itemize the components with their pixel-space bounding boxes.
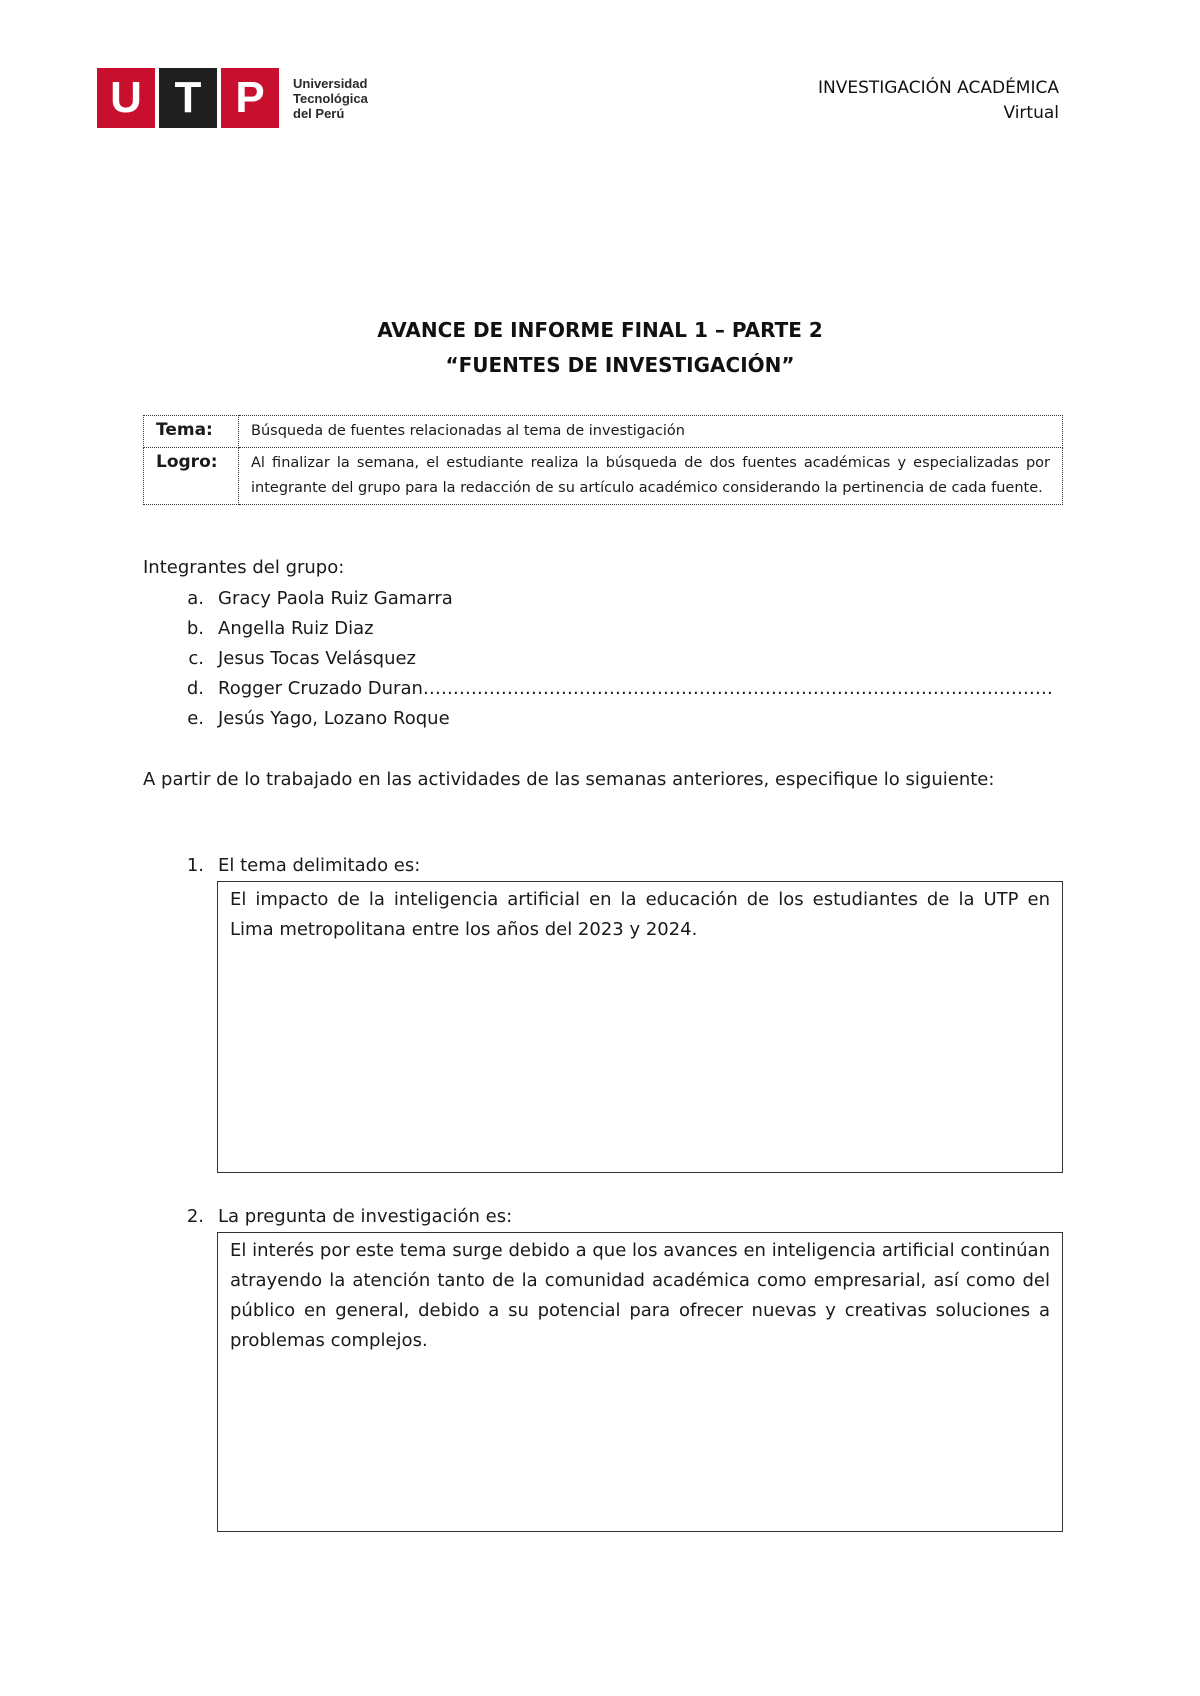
document-title: AVANCE DE INFORME FINAL 1 – PARTE 2	[377, 318, 823, 342]
logo-letter-p: P	[221, 68, 279, 128]
list-marker: c.	[188, 648, 204, 669]
logo-mark	[97, 68, 283, 128]
instructions-paragraph: A partir de lo trabajado en las actividades de las semanas anteriores, especifique lo siguiente:	[143, 769, 995, 790]
member-name: Gracy Paola Ruiz Gamarra	[218, 588, 453, 609]
list-item	[143, 644, 1053, 674]
question-1	[143, 855, 420, 876]
member-name: Jesus Tocas Velásquez	[218, 648, 416, 669]
document-subtitle: “FUENTES DE INVESTIGACIÓN”	[445, 353, 795, 377]
course-name: INVESTIGACIÓN ACADÉMICA	[817, 78, 1059, 98]
logo-text-line: Universidad	[293, 75, 368, 91]
answer-box-2[interactable]: El interés por este tema surge debido a que los avances en inteligencia artificial continúan atrayendo la atención tanto de la comunidad académica como empresarial, así como del público en general, debido a su potencial para ofrecer nuevas y creativas soluciones a problemas complejos.	[217, 1232, 1063, 1532]
list-marker: e.	[187, 708, 204, 729]
list-item	[143, 614, 1053, 644]
info-table	[143, 415, 1063, 505]
question-number: 2.	[186, 1206, 204, 1227]
question-label: La pregunta de investigación es:	[218, 1206, 513, 1227]
list-marker: b.	[186, 618, 204, 639]
logro-value: Al finalizar la semana, el estudiante realiza la búsqueda de dos fuentes académicas y especializadas por integrante del grupo para la redacción de su artículo académico considerando la pertinencia de cada fuente.	[239, 448, 1063, 505]
header-course-info	[818, 76, 1059, 126]
question-label: El tema delimitado es:	[218, 855, 421, 876]
member-name: Jesús Yago, Lozano Roque	[218, 708, 450, 729]
logo-letter-u: U	[97, 68, 155, 128]
list-item	[143, 674, 1053, 704]
member-name: Angella Ruiz Diaz	[218, 618, 374, 639]
members-heading: Integrantes del grupo:	[143, 557, 345, 578]
list-marker: a.	[187, 588, 204, 609]
member-name: Rogger Cruzado Duran……………………………………………………………………………………………	[218, 678, 1053, 699]
question-2	[143, 1206, 512, 1227]
members-list	[143, 584, 1053, 734]
answer-box-1[interactable]: El impacto de la inteligencia artificial en la educación de los estudiantes de la UTP en Lima metropolitana entre los años del 2023 y 2024.	[217, 881, 1063, 1173]
logo-letter-t: T	[159, 68, 217, 128]
logro-label: Logro:	[144, 448, 239, 505]
logo-text-line: Tecnológica	[293, 90, 368, 106]
utp-logo	[97, 68, 368, 128]
question-number: 1.	[186, 855, 204, 876]
tema-value: Búsqueda de fuentes relacionadas al tema de investigación	[239, 416, 1063, 448]
list-marker: d.	[186, 678, 204, 699]
logo-wordmark	[293, 76, 368, 121]
logo-text-line: del Perú	[293, 105, 345, 121]
list-item	[143, 704, 1053, 734]
tema-label: Tema:	[144, 416, 239, 448]
list-item	[143, 584, 1053, 614]
tema-row	[144, 416, 1063, 448]
course-modality: Virtual	[1003, 103, 1059, 123]
logro-row	[144, 448, 1063, 505]
